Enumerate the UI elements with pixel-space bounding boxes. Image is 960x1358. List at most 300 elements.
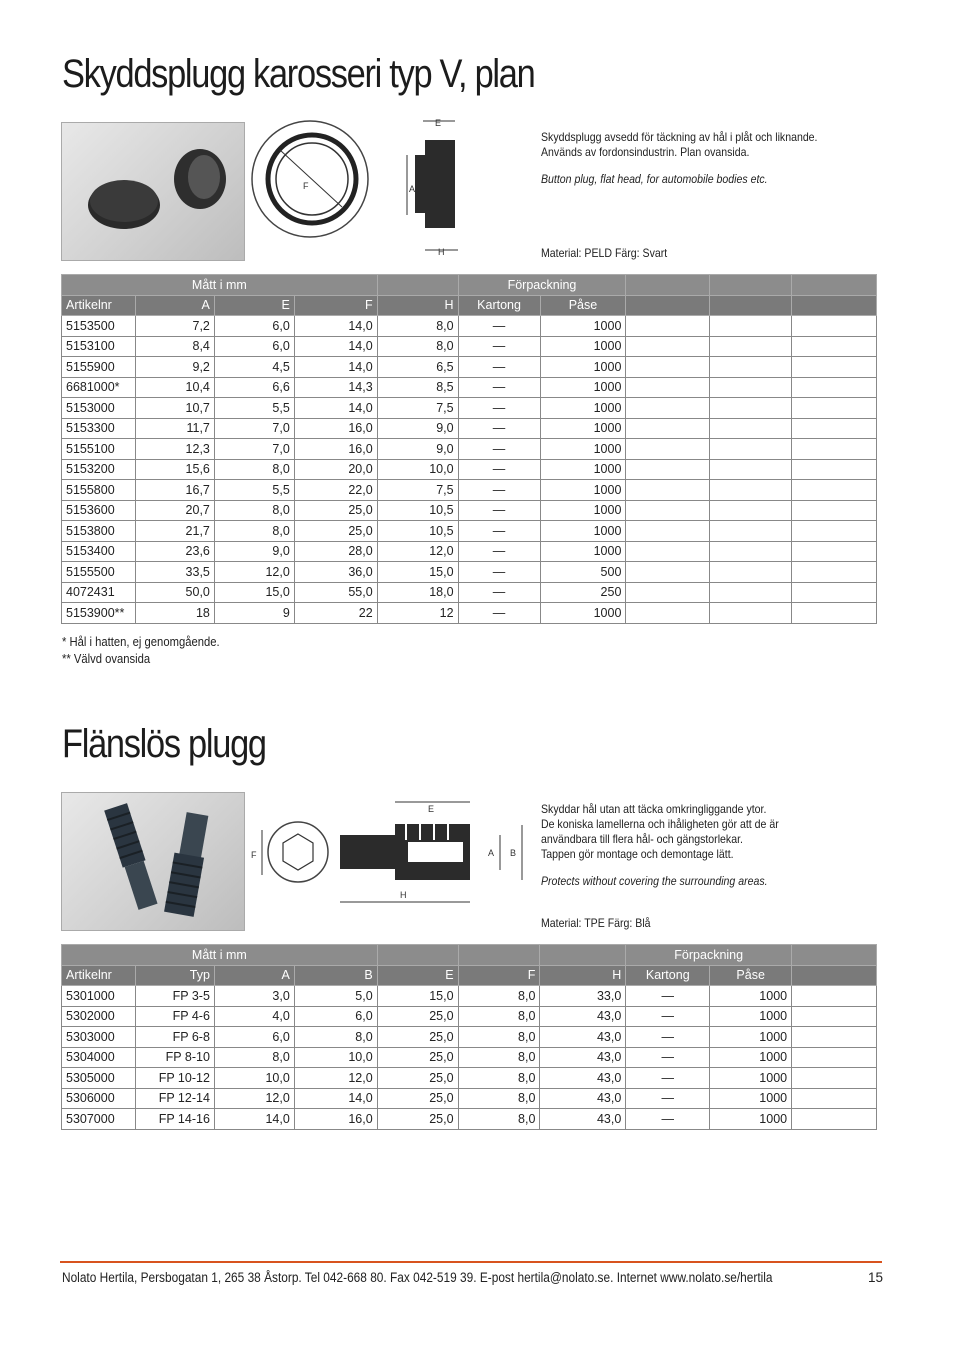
table-cell: 6,6: [214, 377, 294, 398]
empty-cell: [792, 459, 877, 480]
empty-cell: [792, 603, 877, 624]
table-row: [62, 377, 877, 398]
column-header: H: [377, 295, 458, 316]
table-cell: —: [458, 336, 540, 357]
empty-cell: [626, 377, 710, 398]
table-cell: 14,0: [214, 1109, 294, 1130]
empty-cell: [626, 295, 710, 316]
table-cell: —: [458, 480, 540, 501]
empty-cell: [792, 582, 877, 603]
table-cell: 7,5: [377, 398, 458, 419]
empty-cell: [626, 398, 710, 419]
dim-label-h2: H: [400, 890, 407, 900]
empty-cell: [626, 357, 710, 378]
table-cell: 36,0: [294, 562, 377, 583]
page-title: Skyddsplugg karosseri typ V, plan: [62, 52, 535, 96]
description-block-2: [541, 802, 779, 889]
flangeless-plug-image: [62, 793, 244, 930]
table-cell: —: [458, 603, 540, 624]
table-cell: 25,0: [377, 1068, 458, 1089]
table-cell: 6,5: [377, 357, 458, 378]
empty-cell: [710, 316, 792, 337]
table-row: [62, 562, 877, 583]
table-cell: 8,0: [214, 521, 294, 542]
table-cell: 7,0: [214, 439, 294, 460]
table-cell: —: [458, 459, 540, 480]
table-row: [62, 521, 877, 542]
empty-cell: [710, 562, 792, 583]
table-cell: FP 4-6: [135, 1006, 214, 1027]
table-cell: 5153100: [62, 336, 136, 357]
dim-label-f: F: [303, 181, 309, 191]
table-cell: 1000: [540, 316, 626, 337]
table-cell: —: [626, 1027, 710, 1048]
table-cell: 7,0: [214, 418, 294, 439]
description2-sv-line4: Tappen gör montage och demontage lätt.: [541, 847, 734, 861]
table-cell: 12,3: [135, 439, 214, 460]
group2-header-forpackning: Förpackning: [626, 945, 792, 966]
table-cell: 8,4: [135, 336, 214, 357]
table-cell: 8,0: [458, 1047, 540, 1068]
table-cell: 33,0: [540, 986, 626, 1007]
table-cell: 5303000: [62, 1027, 136, 1048]
material-info-1: Material: PELD Färg: Svart: [541, 246, 668, 260]
table-cell: 5,5: [214, 480, 294, 501]
table-cell: —: [626, 1068, 710, 1089]
table-cell: 6,0: [214, 1027, 294, 1048]
table-cell: 28,0: [294, 541, 377, 562]
table-cell: 43,0: [540, 1047, 626, 1068]
table-cell: 12,0: [294, 1068, 377, 1089]
table-cell: 5304000: [62, 1047, 136, 1068]
table-row: [62, 398, 877, 419]
table-cell: 10,7: [135, 398, 214, 419]
table-cell: 7,5: [377, 480, 458, 501]
material-info-2: Material: TPE Färg: Blå: [541, 916, 651, 930]
table-cell: 5306000: [62, 1088, 136, 1109]
column-header: E: [214, 295, 294, 316]
table-cell: —: [626, 986, 710, 1007]
table-cell: 15,0: [377, 986, 458, 1007]
table-cell: FP 6-8: [135, 1027, 214, 1048]
empty-cell: [626, 439, 710, 460]
table-cell: 1000: [540, 480, 626, 501]
table-cell: 4072431: [62, 582, 136, 603]
table-cell: FP 12-14: [135, 1088, 214, 1109]
table-cell: 18: [135, 603, 214, 624]
empty-cell: [710, 357, 792, 378]
table-cell: 1000: [540, 336, 626, 357]
empty-cell: [626, 500, 710, 521]
empty-cell: [792, 986, 877, 1007]
empty-cell: [792, 1006, 877, 1027]
table-cell: 43,0: [540, 1088, 626, 1109]
table-cell: 5153300: [62, 418, 136, 439]
empty-cell: [792, 500, 877, 521]
product-table-1: [61, 274, 877, 624]
table-cell: 50,0: [135, 582, 214, 603]
empty-cell: [710, 295, 792, 316]
empty-cell: [626, 603, 710, 624]
table-cell: 6681000*: [62, 377, 136, 398]
description-en: Button plug, flat head, for automobile bodies etc.: [541, 172, 768, 186]
dim-label-e2: E: [428, 804, 435, 814]
table-cell: 9: [214, 603, 294, 624]
table-cell: 14,0: [294, 357, 377, 378]
table-cell: 10,5: [377, 521, 458, 542]
empty-cell: [626, 418, 710, 439]
table-cell: 8,0: [214, 1047, 294, 1068]
table-cell: 14,0: [294, 1088, 377, 1109]
empty-cell: [710, 603, 792, 624]
empty-cell: [710, 500, 792, 521]
description2-sv-line3: användbara till flera hål- och gängstorlekar.: [541, 832, 743, 846]
table-row: [62, 582, 877, 603]
table-cell: 5,0: [294, 986, 377, 1007]
table-cell: 11,7: [135, 418, 214, 439]
empty-cell: [792, 295, 877, 316]
table-row: [62, 986, 877, 1007]
table-cell: 9,0: [377, 418, 458, 439]
table-cell: 43,0: [540, 1027, 626, 1048]
table-cell: 25,0: [294, 521, 377, 542]
empty-cell: [626, 336, 710, 357]
table-cell: 8,0: [458, 986, 540, 1007]
dim-label-b2: B: [510, 848, 517, 858]
table-row: [62, 439, 877, 460]
column-header: Kartong: [626, 965, 710, 986]
table-cell: 55,0: [294, 582, 377, 603]
table-cell: 250: [540, 582, 626, 603]
table-cell: 5155500: [62, 562, 136, 583]
table-row: [62, 1027, 877, 1048]
group-header-forpackning: Förpackning: [458, 275, 626, 296]
table-cell: 14,0: [294, 398, 377, 419]
empty-cell: [710, 480, 792, 501]
table-cell: 14,0: [294, 336, 377, 357]
column-header: F: [294, 295, 377, 316]
table2-column-header: [62, 965, 877, 986]
table-cell: —: [458, 541, 540, 562]
table-cell: FP 8-10: [135, 1047, 214, 1068]
column-header: Artikelnr: [62, 965, 136, 986]
table-cell: 8,0: [214, 500, 294, 521]
table-cell: 1000: [710, 1068, 792, 1089]
empty-cell: [792, 357, 877, 378]
column-header: A: [135, 295, 214, 316]
table-cell: 1000: [710, 986, 792, 1007]
table-cell: —: [458, 357, 540, 378]
empty-cell: [792, 1027, 877, 1048]
table-cell: 8,0: [458, 1027, 540, 1048]
product-photo-flangeless-plug: [61, 792, 245, 931]
table-cell: 8,0: [377, 336, 458, 357]
table-cell: 1000: [540, 398, 626, 419]
table-cell: 25,0: [377, 1088, 458, 1109]
table-cell: 33,5: [135, 562, 214, 583]
table-cell: 9,2: [135, 357, 214, 378]
empty-cell: [792, 398, 877, 419]
table-cell: 18,0: [377, 582, 458, 603]
table-cell: 5,5: [214, 398, 294, 419]
table-cell: 1000: [710, 1006, 792, 1027]
table-cell: —: [458, 398, 540, 419]
table-row: [62, 541, 877, 562]
table-cell: 5307000: [62, 1109, 136, 1130]
table-cell: 8,0: [458, 1088, 540, 1109]
table-row: [62, 1109, 877, 1130]
table-cell: 16,0: [294, 1109, 377, 1130]
table-cell: 23,6: [135, 541, 214, 562]
dim-label-f2: F: [251, 850, 257, 860]
empty-cell: [626, 521, 710, 542]
table-cell: 21,7: [135, 521, 214, 542]
table-cell: 16,0: [294, 418, 377, 439]
description2-en: Protects without covering the surrounding areas.: [541, 874, 768, 888]
button-plug-drawing: [250, 115, 480, 260]
group-header-matt: Mått i mm: [62, 275, 378, 296]
table-row: [62, 1047, 877, 1068]
description-block-1: [541, 130, 817, 187]
table-cell: 9,0: [377, 439, 458, 460]
table-cell: 10,4: [135, 377, 214, 398]
column-header: Typ: [135, 965, 214, 986]
empty-cell: [792, 1109, 877, 1130]
table-cell: 12,0: [214, 562, 294, 583]
empty-cell: [710, 521, 792, 542]
table-cell: 5153500: [62, 316, 136, 337]
empty-cell: [792, 418, 877, 439]
table-cell: 25,0: [377, 1006, 458, 1027]
description2-sv-line2: De koniska lamellerna och ihåligheten gör att de är: [541, 817, 779, 831]
table-cell: —: [626, 1088, 710, 1109]
dim-label-a: A: [409, 184, 416, 194]
empty-cell: [710, 418, 792, 439]
column-header: A: [214, 965, 294, 986]
table-cell: 25,0: [377, 1047, 458, 1068]
flangeless-plug-drawing: [248, 790, 538, 915]
table-cell: 8,0: [458, 1068, 540, 1089]
empty-cell: [792, 562, 877, 583]
table-cell: —: [626, 1047, 710, 1068]
table-cell: 15,0: [377, 562, 458, 583]
empty-cell: [626, 480, 710, 501]
table-cell: 5301000: [62, 986, 136, 1007]
table-group-header: [62, 275, 877, 296]
table-cell: FP 10-12: [135, 1068, 214, 1089]
table-cell: 8,0: [458, 1006, 540, 1027]
footer-contact: Nolato Hertila, Persbogatan 1, 265 38 Åstorp. Tel 042-668 80. Fax 042-519 39. E-post hertila@nolato.se. Internet www.nolato.se/hertila: [62, 1270, 773, 1285]
table-cell: —: [458, 562, 540, 583]
table-cell: 5153000: [62, 398, 136, 419]
table-cell: 8,0: [458, 1109, 540, 1130]
table-cell: —: [458, 418, 540, 439]
table-cell: 22: [294, 603, 377, 624]
table2-group-header: [62, 945, 877, 966]
button-plug-image: [62, 123, 244, 260]
empty-cell: [792, 439, 877, 460]
empty-cell: [792, 541, 877, 562]
table-cell: 5155800: [62, 480, 136, 501]
empty-cell: [710, 459, 792, 480]
table-cell: 10,0: [377, 459, 458, 480]
table-cell: —: [458, 521, 540, 542]
table-cell: 1000: [710, 1109, 792, 1130]
table-cell: 5153600: [62, 500, 136, 521]
footnote-2: ** Välvd ovansida: [62, 652, 151, 666]
table-cell: 5155100: [62, 439, 136, 460]
table-cell: 20,0: [294, 459, 377, 480]
table-cell: 7,2: [135, 316, 214, 337]
table-row: [62, 500, 877, 521]
table-row: [62, 459, 877, 480]
column-header: E: [377, 965, 458, 986]
table-cell: 10,5: [377, 500, 458, 521]
page-number: 15: [868, 1270, 884, 1285]
table-row: [62, 1006, 877, 1027]
table-row: [62, 316, 877, 337]
table-cell: 16,7: [135, 480, 214, 501]
dim-label-h: H: [438, 247, 445, 257]
column-header: Artikelnr: [62, 295, 136, 316]
table-row: [62, 1068, 877, 1089]
product-table-2: [61, 944, 877, 1130]
table-cell: 12,0: [377, 541, 458, 562]
empty-cell: [710, 398, 792, 419]
table-cell: 3,0: [214, 986, 294, 1007]
table-cell: 5153200: [62, 459, 136, 480]
section-title-flanslos: Flänslös plugg: [62, 722, 266, 766]
empty-cell: [792, 965, 877, 986]
table-cell: —: [626, 1109, 710, 1130]
table-cell: —: [458, 500, 540, 521]
empty-cell: [710, 336, 792, 357]
column-header: H: [540, 965, 626, 986]
empty-cell: [792, 1088, 877, 1109]
empty-cell: [710, 541, 792, 562]
table-cell: —: [458, 316, 540, 337]
table-cell: —: [626, 1006, 710, 1027]
empty-cell: [626, 562, 710, 583]
table-cell: 8,0: [294, 1027, 377, 1048]
table-cell: 4,5: [214, 357, 294, 378]
table-cell: 1000: [540, 521, 626, 542]
dim-label-a2: A: [488, 848, 495, 858]
column-header: Kartong: [458, 295, 540, 316]
table-cell: 1000: [540, 439, 626, 460]
empty-cell: [792, 316, 877, 337]
table-cell: 43,0: [540, 1109, 626, 1130]
empty-cell: [792, 480, 877, 501]
table-cell: FP 3-5: [135, 986, 214, 1007]
table-cell: 8,5: [377, 377, 458, 398]
table-cell: 8,0: [377, 316, 458, 337]
table-cell: 1000: [540, 377, 626, 398]
table-row: [62, 603, 877, 624]
empty-cell: [792, 1068, 877, 1089]
description2-sv-line1: Skyddar hål utan att täcka omkringliggande ytor.: [541, 802, 767, 816]
table-cell: —: [458, 439, 540, 460]
empty-cell: [626, 459, 710, 480]
empty-cell: [710, 439, 792, 460]
dim-label-e: E: [435, 118, 442, 128]
empty-cell: [792, 377, 877, 398]
table-cell: 10,0: [294, 1047, 377, 1068]
table-column-header: [62, 295, 877, 316]
table-cell: 14,0: [294, 316, 377, 337]
table-cell: 9,0: [214, 541, 294, 562]
table-row: [62, 418, 877, 439]
table-row: [62, 480, 877, 501]
table-cell: 15,6: [135, 459, 214, 480]
table-cell: 5153800: [62, 521, 136, 542]
empty-cell: [792, 336, 877, 357]
column-header: Påse: [710, 965, 792, 986]
table-cell: 6,0: [214, 316, 294, 337]
table-cell: 25,0: [377, 1027, 458, 1048]
footer-divider: [60, 1261, 882, 1263]
empty-cell: [710, 582, 792, 603]
table-row: [62, 1088, 877, 1109]
table-cell: 4,0: [214, 1006, 294, 1027]
description-sv-line1: Skyddsplugg avsedd för täckning av hål i plåt och liknande.: [541, 130, 818, 144]
column-header: F: [458, 965, 540, 986]
group2-header-matt: Mått i mm: [62, 945, 378, 966]
table-cell: 1000: [540, 541, 626, 562]
table-cell: 22,0: [294, 480, 377, 501]
empty-cell: [792, 1047, 877, 1068]
table-cell: 25,0: [377, 1109, 458, 1130]
empty-cell: [710, 377, 792, 398]
empty-cell: [626, 316, 710, 337]
table-cell: 5302000: [62, 1006, 136, 1027]
table-cell: 5155900: [62, 357, 136, 378]
table-cell: 8,0: [214, 459, 294, 480]
footnote-1: * Hål i hatten, ej genomgående.: [62, 635, 220, 649]
table-cell: 5153900**: [62, 603, 136, 624]
table-cell: 6,0: [214, 336, 294, 357]
description-sv-line2: Används av fordonsindustrin. Plan ovansida.: [541, 145, 750, 159]
table-cell: 1000: [710, 1027, 792, 1048]
table-cell: FP 14-16: [135, 1109, 214, 1130]
table-cell: 5305000: [62, 1068, 136, 1089]
table-cell: 20,7: [135, 500, 214, 521]
table-cell: 14,3: [294, 377, 377, 398]
table-cell: —: [458, 377, 540, 398]
table-cell: 6,0: [294, 1006, 377, 1027]
table-cell: 1000: [540, 500, 626, 521]
table-cell: 10,0: [214, 1068, 294, 1089]
table-cell: 12: [377, 603, 458, 624]
empty-cell: [626, 582, 710, 603]
column-header: B: [294, 965, 377, 986]
table-cell: 1000: [710, 1088, 792, 1109]
table-cell: 1000: [540, 603, 626, 624]
table-cell: 16,0: [294, 439, 377, 460]
table-cell: 1000: [540, 459, 626, 480]
empty-cell: [792, 521, 877, 542]
table-cell: 5153400: [62, 541, 136, 562]
table-row: [62, 357, 877, 378]
table-cell: 25,0: [294, 500, 377, 521]
table-cell: 43,0: [540, 1006, 626, 1027]
column-header: Påse: [540, 295, 626, 316]
table-cell: 1000: [540, 357, 626, 378]
table-cell: 500: [540, 562, 626, 583]
table-cell: 15,0: [214, 582, 294, 603]
table-cell: 1000: [710, 1047, 792, 1068]
table-row: [62, 336, 877, 357]
